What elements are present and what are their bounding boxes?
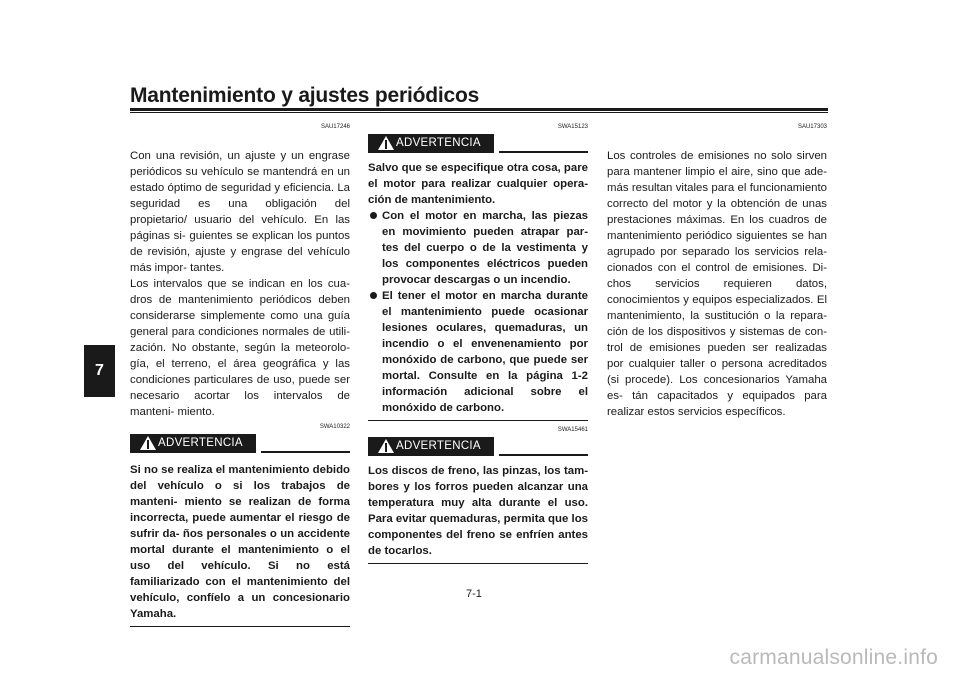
- section-code: SAU17303: [797, 124, 827, 130]
- title-rule: [130, 108, 828, 111]
- warning-rule: [261, 451, 350, 453]
- warning-code: SWA15123: [557, 124, 588, 130]
- warning-label: ADVERTENCIA: [396, 137, 481, 149]
- section-code: SAU17246: [320, 124, 350, 130]
- intervals-paragraph: Los intervalos que se indican en los cua- dros de mantenimiento periódicos deben considerarse simplemente como una guía general para condiciones normales de utili- zación. No obstante, según la meteorolo- gía, el terreno, el área geográfica y las condiciones particulares de uso, puede ser necesario acortar los intervalos de manteni- miento.: [130, 278, 350, 418]
- warning-text: Si no se realiza el mantenimiento debido del vehículo o si los trabajos de manteni- miento se realizan de forma incorrecta, puede aumentar el riesgo de sufrir da- ños personales o un accidente mortal durante el mantenimiento o el uso del vehículo. Si no está familiarizado con el mantenimiento del vehículo, confíelo a un concesionario Yamaha.: [130, 464, 350, 620]
- exclamation-icon: [385, 443, 387, 452]
- page-title: Mantenimiento y ajustes periódicos: [130, 84, 480, 107]
- warning-intro: Salvo que se especifique otra cosa, pare el motor para realizar cualquier opera- ción de mantenimiento.: [368, 162, 588, 206]
- warning-badge: [130, 434, 256, 453]
- warning-header: [368, 437, 588, 459]
- warning-end-rule: [368, 420, 588, 421]
- intro-paragraph: Con una revisión, un ajuste y un engrase periódicos su vehículo se mantendrá en un estado óptimo de seguridad y eficiencia. La seguridad es una obligación del propietario/ usuario del vehículo. En las páginas si- guientes se explican los puntos de revisión, ajuste y engrase del vehículo más impor- tantes.: [130, 150, 350, 274]
- warning-text: Los discos de freno, las pinzas, los tam- bores y los forros pueden alcanzar una temperatura muy alta durante el uso. Para evitar quemaduras, permita que los componentes del freno se enfríen antes de tocarlos.: [368, 465, 588, 557]
- title-rule-thin: [130, 112, 828, 113]
- emissions-paragraph: Los controles de emisiones no solo sirven para mantener limpio el aire, sino que ade- más resultan vitales para el funcionamiento correcto del motor y la obtención de unas prestaciones máximas. En los cuadros de mantenimiento periódico siguientes se han agrupado por separado los servicios rela- cionados con el control de emisiones. Di- chos servicios requieren datos, conocimientos y equipos especializados. El mantenimiento, la sustitución o la repara- ción de los dispositivos y sistemas de con- trol de emisiones pueden ser realizadas por cualquier taller o persona acreditados (si procede). Los concesionarios Yamaha es- tán capacitados y equipados para realizar estos servicios específicos.: [607, 150, 827, 418]
- bullet-text: El tener el motor en marcha durante el mantenimiento puede ocasionar lesiones oculares, quemaduras, un incendio o el envenenamiento por monóxido de carbono, que puede ser mortal. Consulte en la página 1-2 información adicional sobre el monóxido de carbono.: [382, 290, 588, 414]
- warning-end-rule: [368, 563, 588, 564]
- exclamation-icon: [147, 440, 149, 449]
- list-item: [368, 208, 588, 288]
- warning-end-rule: [130, 626, 350, 627]
- warning-rule: [499, 454, 588, 456]
- warning-code: SWA15461: [557, 427, 588, 433]
- bullet-icon: [370, 292, 377, 299]
- watermark: carmanualsonline.info: [729, 646, 938, 669]
- warning-code: SWA10322: [319, 424, 350, 430]
- page-number: 7-1: [466, 588, 482, 600]
- column-2: [368, 122, 588, 564]
- warning-badge: [368, 134, 494, 153]
- warning-rule: [499, 151, 588, 153]
- bullet-icon: [370, 212, 377, 219]
- bullet-text: Con el motor en marcha, las piezas en movimiento pueden atrapar par- tes del cuerpo o de la vestimenta y los componentes eléctricos pueden provocar descargas o un incendio.: [382, 210, 588, 286]
- warning-label: ADVERTENCIA: [158, 437, 243, 449]
- exclamation-icon: [385, 140, 387, 149]
- warning-label: ADVERTENCIA: [396, 440, 481, 452]
- warning-header: [130, 434, 350, 456]
- warning-header: [368, 134, 588, 156]
- column-1: [130, 122, 350, 627]
- list-item: [368, 288, 588, 416]
- column-3: [607, 122, 827, 420]
- warning-badge: [368, 437, 494, 456]
- chapter-tab[interactable]: 7: [84, 345, 115, 397]
- warning-bullet-list: [368, 208, 588, 416]
